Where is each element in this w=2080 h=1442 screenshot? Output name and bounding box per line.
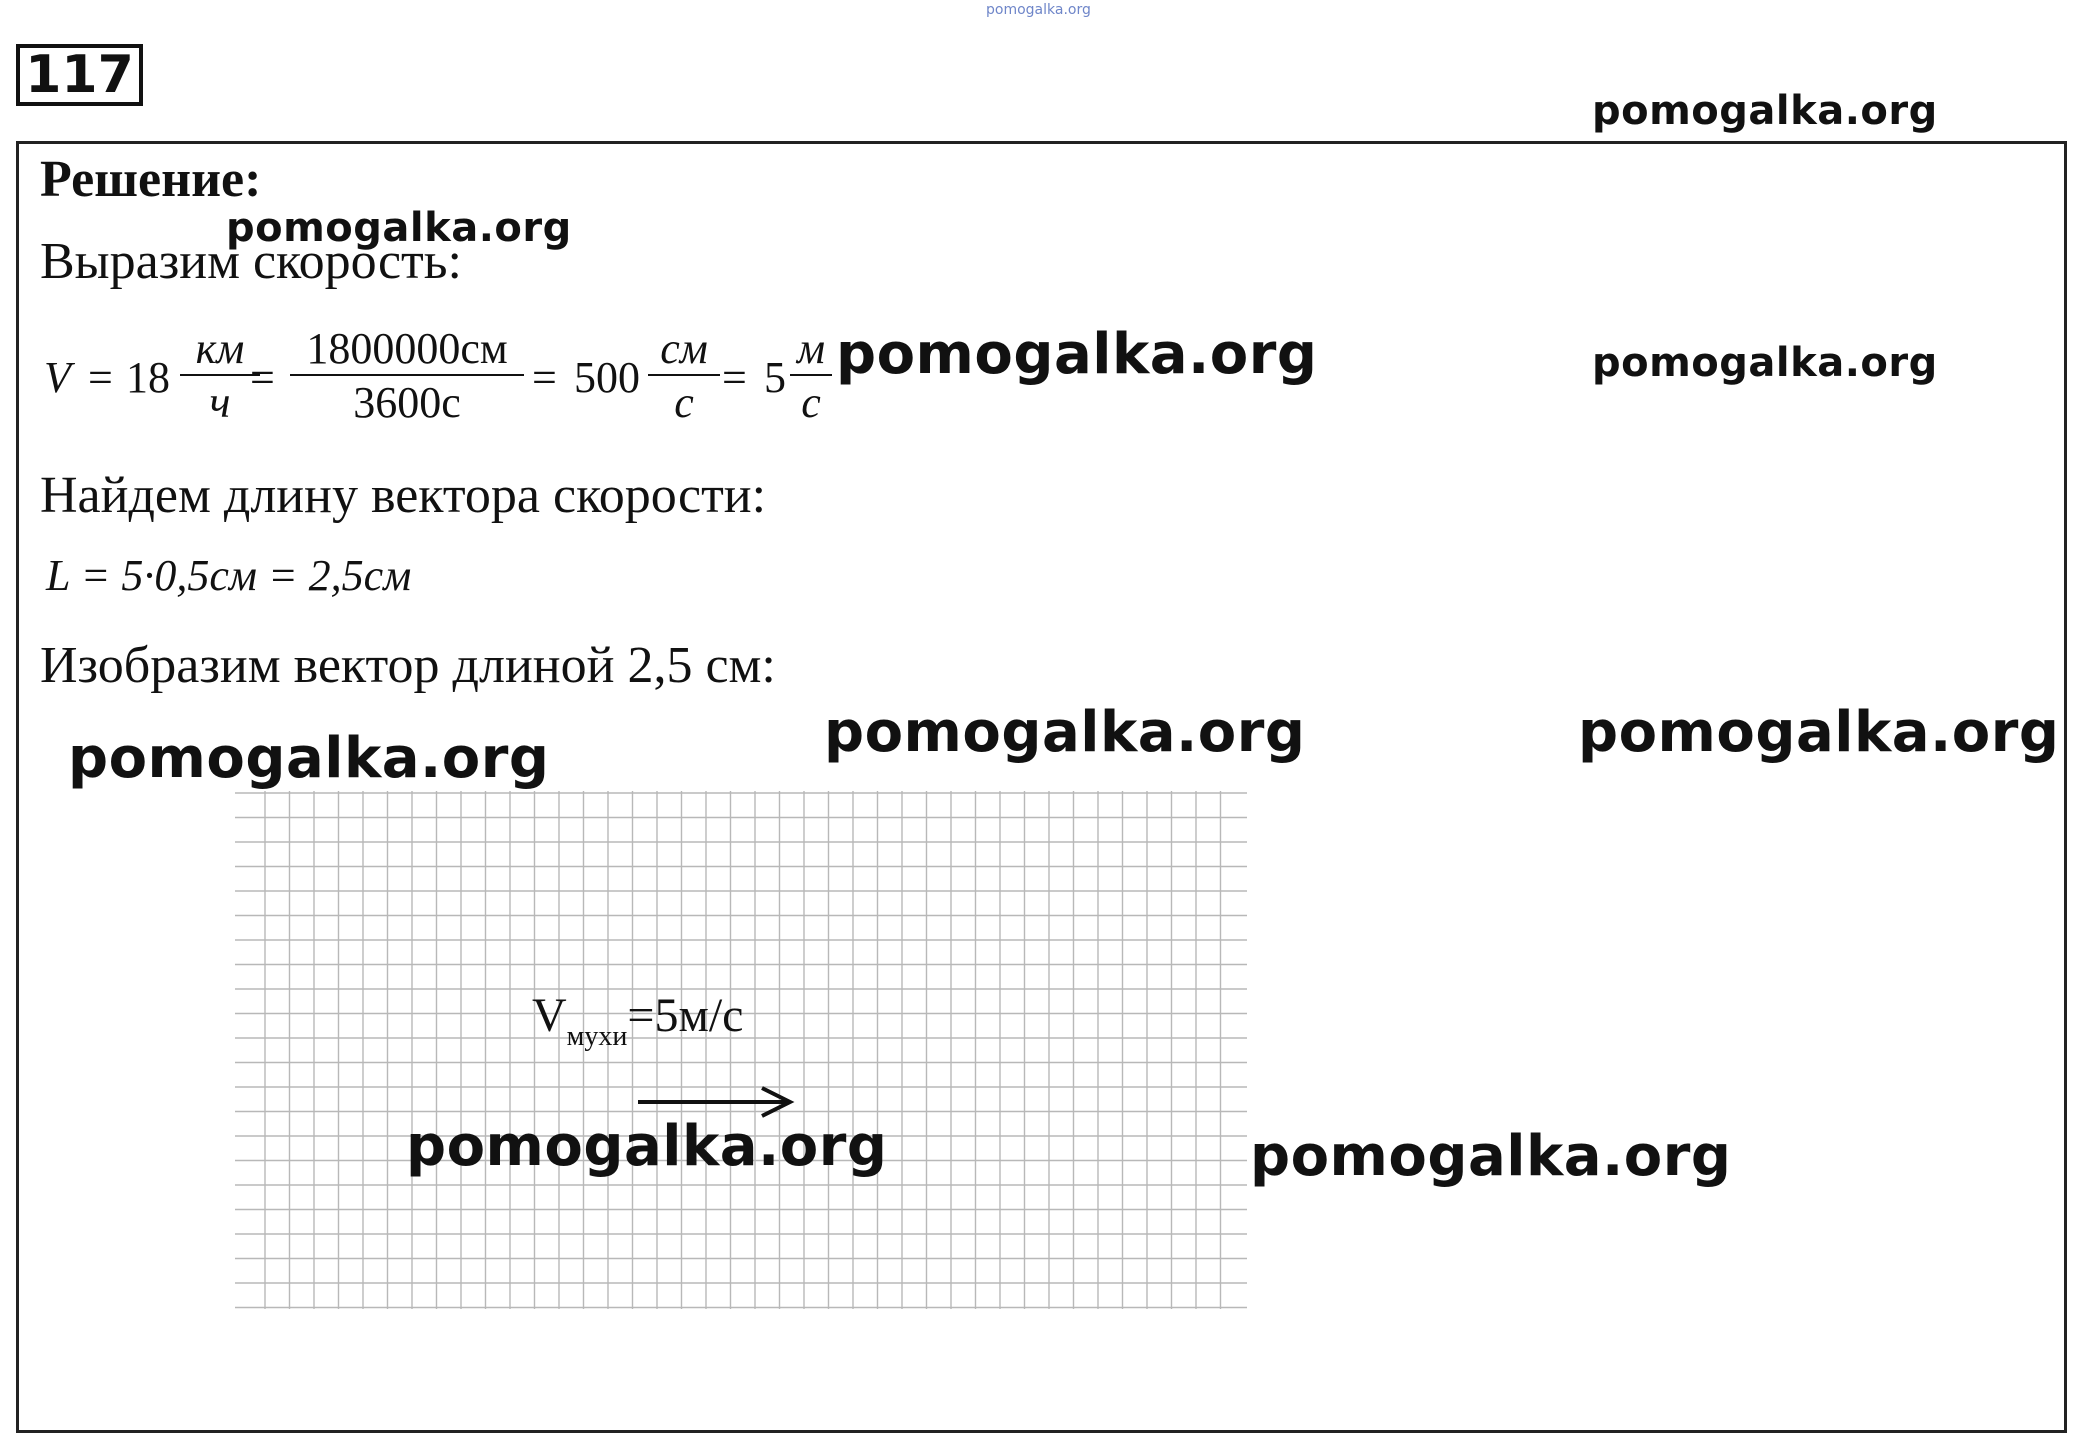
top-watermark: pomogalka.org [986,2,1091,18]
fraction-m-per-s [790,324,832,430]
vector-length-formula: L = 5·0,5см = 2,5см [46,551,412,600]
formula-whole-5: 5 [764,353,786,402]
fraction-denominator: 3600с [353,378,461,427]
watermark: pomogalka.org [1250,1124,1732,1189]
solution-heading: Решение: [40,151,262,208]
fraction-cm-per-s-large [290,324,524,430]
formula-lhs: V [44,353,71,402]
formula-eq: = [722,353,747,402]
formula-whole-500: 500 [574,353,640,402]
watermark: pomogalka.org [226,205,572,251]
velocity-symbol: V [532,989,567,1042]
fraction-cm-per-s [648,324,720,430]
watermark: pomogalka.org [836,322,1318,387]
fraction-denominator: с [674,378,694,427]
watermark: pomogalka.org [1592,340,1938,386]
fraction-km-per-h [180,324,260,430]
watermark: pomogalka.org [406,1114,888,1179]
watermark: pomogalka.org [68,726,550,791]
fraction-numerator: м [796,324,826,373]
formula-whole-18: 18 [126,353,170,402]
velocity-label [532,988,743,1053]
text-find-vector-length: Найдем длину вектора скорости: [40,467,767,524]
velocity-value: =5м/с [627,989,744,1042]
problem-number: 117 [16,44,143,106]
formula-eq: = [250,353,275,402]
watermark: pomogalka.org [1592,88,1938,134]
formula-eq: = [532,353,557,402]
fraction-numerator: 1800000см [306,324,508,373]
text-express-speed: Выразим скорость: [40,233,462,290]
fraction-denominator: с [801,378,821,427]
fraction-numerator: км [195,324,245,373]
fraction-denominator: ч [209,378,231,427]
velocity-subscript: мухи [566,1021,628,1052]
watermark: pomogalka.org [1578,700,2060,765]
grid-lines [235,785,1257,1335]
grid-paper [235,785,1257,1335]
fraction-numerator: см [660,324,708,373]
text-draw-vector: Изобразим вектор длиной 2,5 см: [40,637,776,694]
formula-eq: = [88,353,113,402]
watermark: pomogalka.org [824,700,1306,765]
